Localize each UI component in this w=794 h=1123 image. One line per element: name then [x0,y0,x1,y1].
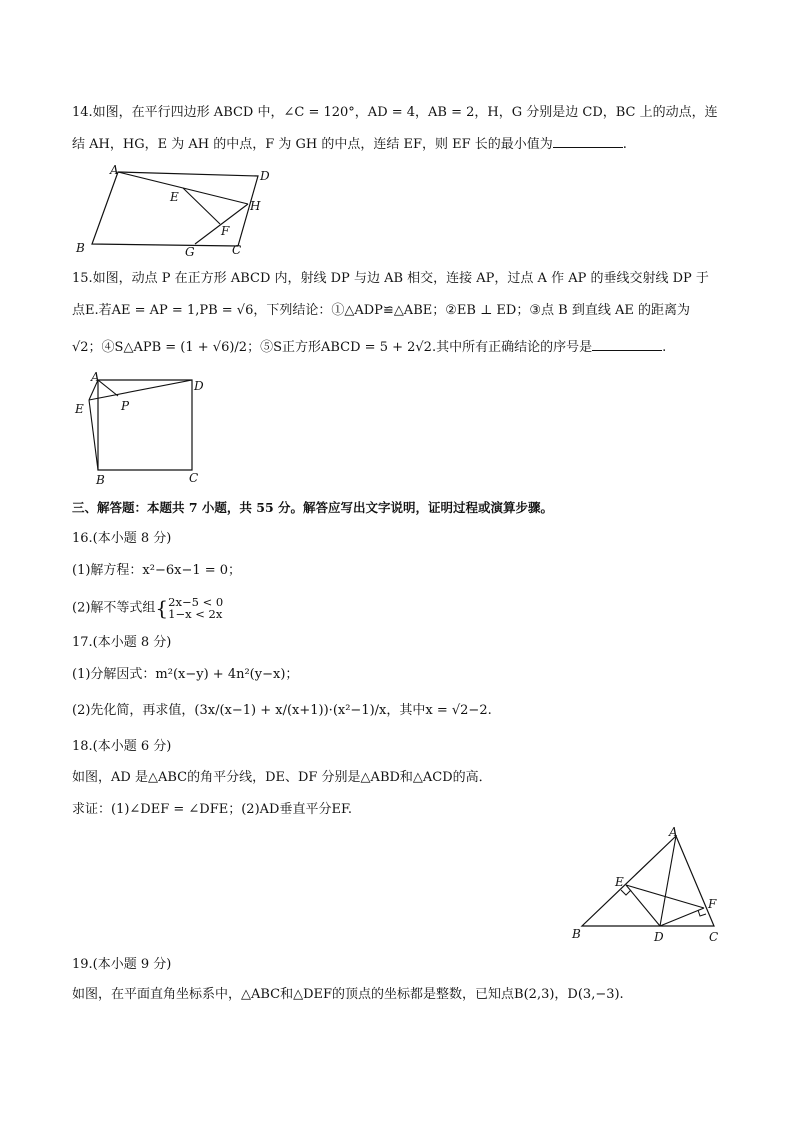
label-h: H [250,199,261,213]
q16-part2 [72,596,223,620]
label-a: A [669,825,678,839]
label-b: B [96,473,105,487]
answer-blank [553,135,623,148]
label-p: P [121,399,130,413]
label-e: E [75,402,84,416]
parallelogram-figure [72,160,282,260]
q18-heading: 18.(本小题 6 分) [72,739,172,754]
label-f: F [221,224,230,238]
q16-inequality-1: 2x−5 < 0 [168,595,224,609]
segment-ef [626,885,704,908]
q15-period: . [662,340,667,355]
parallelogram-abcd [92,172,258,246]
label-c: C [709,930,719,944]
q17-part2: (2)先化简，再求值，(3x/(x−1) + x/(x+1))·(x²−1)/x，其中x = √2−2. [72,703,492,718]
segment-df [660,908,704,926]
q18-prove: 求证：(1)∠DEF = ∠DFE；(2)AD垂直平分EF. [72,802,353,817]
label-e: E [615,875,624,889]
q16-part2-label: (2)解不等式组 [72,600,156,616]
label-d: D [260,169,270,183]
q14-period: . [622,137,627,152]
label-c: C [189,471,199,485]
right-angle-e [621,890,631,895]
q17-part1: (1)分解因式：m²(x−y) + 4n²(y−x)； [72,667,299,682]
q17-heading: 17.(本小题 8 分) [72,635,172,650]
brace: { [155,596,169,620]
q16-heading: 16.(本小题 8 分) [72,531,172,546]
label-g: G [185,245,195,259]
label-a: A [110,163,119,177]
label-d: D [194,379,204,393]
label-f: F [708,897,717,911]
section-heading: 三、解答题：本题共 7 小题，共 55 分。解答应写出文字说明，证明过程或演算步骤。 [72,500,554,515]
segment-eb [89,400,98,470]
triangle-figure [564,822,734,946]
label-e: E [170,190,179,204]
segment-de [626,885,660,926]
q15-line2: 点E.若AE = AP = 1,PB = √6，下列结论：①△ADP≌△ABE；②EB ⊥ ED；③点 B 到直线 AE 的距离为 [72,303,690,318]
q15-line3 [72,338,666,357]
right-angle-f [698,910,706,916]
q19-heading: 19.(本小题 9 分) [72,957,172,972]
label-d: D [654,930,664,944]
q14-line2 [72,135,627,154]
label-a: A [91,370,100,384]
q16-part1: (1)解方程：x²−6x−1 = 0； [72,563,242,578]
q15-text: √2；④S△APB = (1 + √6)/2；⑤S正方形ABCD = 5 + 2√2.其中所有正确结论的序号是 [72,340,593,355]
q15-line1: 15.如图，动点 P 在正方形 ABCD 内，射线 DP 与边 AB 相交，连接 AP，过点 A 作 AP 的垂线交射线 DP 于 [72,271,709,286]
label-c: C [232,243,242,257]
q18-statement: 如图，AD 是△ABC的角平分线，DE、DF 分别是△ABD和△ACD的高． [72,770,492,785]
q19-statement: 如图，在平面直角坐标系中，△ABC和△DEF的顶点的坐标都是整数，已知点B(2,3)，D(3,−3). [72,987,624,1002]
label-b: B [76,241,85,255]
segment-ap [98,380,118,396]
segment-ed [89,380,192,400]
segment-ef [183,188,220,224]
q16-inequality-2: 1−x < 2x [168,607,223,621]
q14-text: 结 AH，HG，E 为 AH 的中点，F 为 GH 的中点，连结 EF，则 EF 长的最小值为 [72,137,553,152]
answer-blank [592,338,662,351]
square-abcd [98,380,192,470]
q14-line1: 14.如图，在平行四边形 ABCD 中，∠C = 120°，AD = 4，AB = 2，H，G 分别是边 CD，BC 上的动点，连 [72,105,718,120]
label-b: B [572,927,581,941]
square-figure [72,368,212,488]
